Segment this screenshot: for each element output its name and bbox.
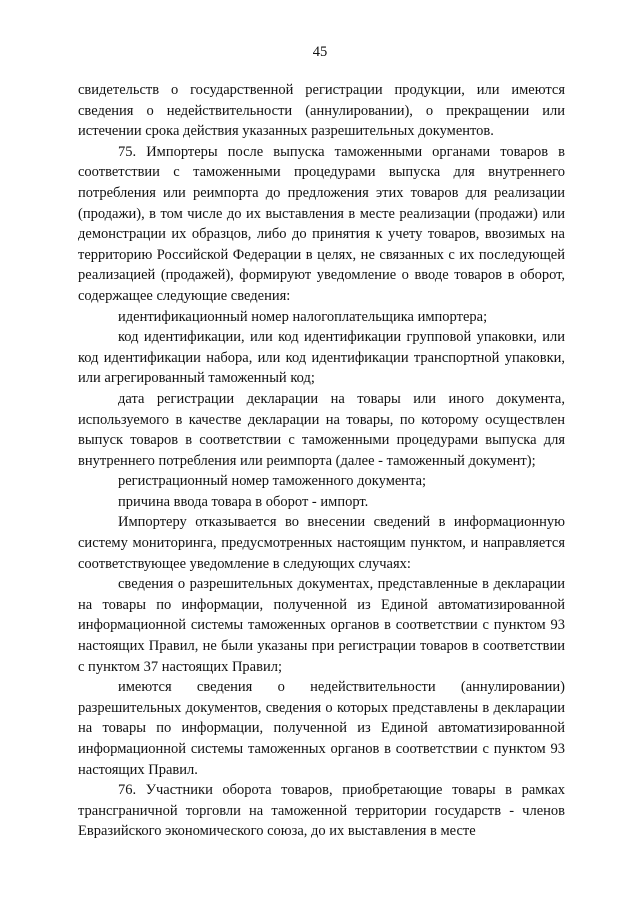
document-body — [78, 80, 565, 842]
paragraph: дата регистрации декларации на товары или иного документа, используемого в качестве декларации на товары, по которому осуществлен выпуск товаров в соответствии с таможенными процедурами выпуска для внутреннего потребления или реимпорта (далее - таможенный документ); — [78, 390, 565, 469]
paragraph: регистрационный номер таможенного документа; — [118, 473, 427, 490]
paragraph: свидетельств о государственной регистрации продукции, или имеются сведения о недействительности (аннулировании), о прекращении или истечении срока действия указанных разрешительных документов. — [78, 82, 565, 140]
paragraph: 75. Импортеры после выпуска таможенными органами товаров в соответствии с таможенными процедурами выпуска для внутреннего потребления или реимпорта до предложения этих товаров для реализации (продажи), в том числе до их выставления в месте реализации (продажи) или демонстрации их образцов, либо до принятия к учету товаров, ввозимых на территорию Российской Федерации в целях, не связанных с их последующей реализацией (продажей), формируют уведомление о вводе товаров в оборот, содержащее следующие сведения: — [78, 143, 565, 304]
paragraph: 76. Участники оборота товаров, приобретающие товары в рамках трансграничной торговли на таможенной территории государств - членов Евразийского экономического союза, до их выставления в месте — [78, 782, 565, 840]
paragraph: имеются сведения о недействительности (аннулировании) разрешительных документов, сведения о которых представлены в декларации на товары по информации, полученной из Единой автоматизированной информационной системы таможенных органов в соответствии с пунктом 93 настоящих Правил. — [78, 679, 565, 778]
paragraph: код идентификации, или код идентификации групповой упаковки, или код идентификации набора, или код идентификации транспортной упаковки, или агрегированный таможенный код; — [78, 329, 565, 387]
paragraph: идентификационный номер налогоплательщика импортера; — [118, 308, 488, 325]
paragraph: причина ввода товара в оборот - импорт. — [118, 493, 369, 510]
paragraph: Импортеру отказывается во внесении сведений в информационную систему мониторинга, предусмотренных настоящим пунктом, и направляется соответствующее уведомление в следующих случаях: — [78, 514, 565, 572]
page-number: 45 — [312, 44, 328, 60]
paragraph: сведения о разрешительных документах, представленные в декларации на товары по информации, полученной из Единой автоматизированной информационной системы таможенных органов в соответствии с пунктом 93 настоящих Правил, не были указаны при регистрации товаров в соответствии с пунктом 37 настоящих Правил; — [78, 576, 565, 675]
